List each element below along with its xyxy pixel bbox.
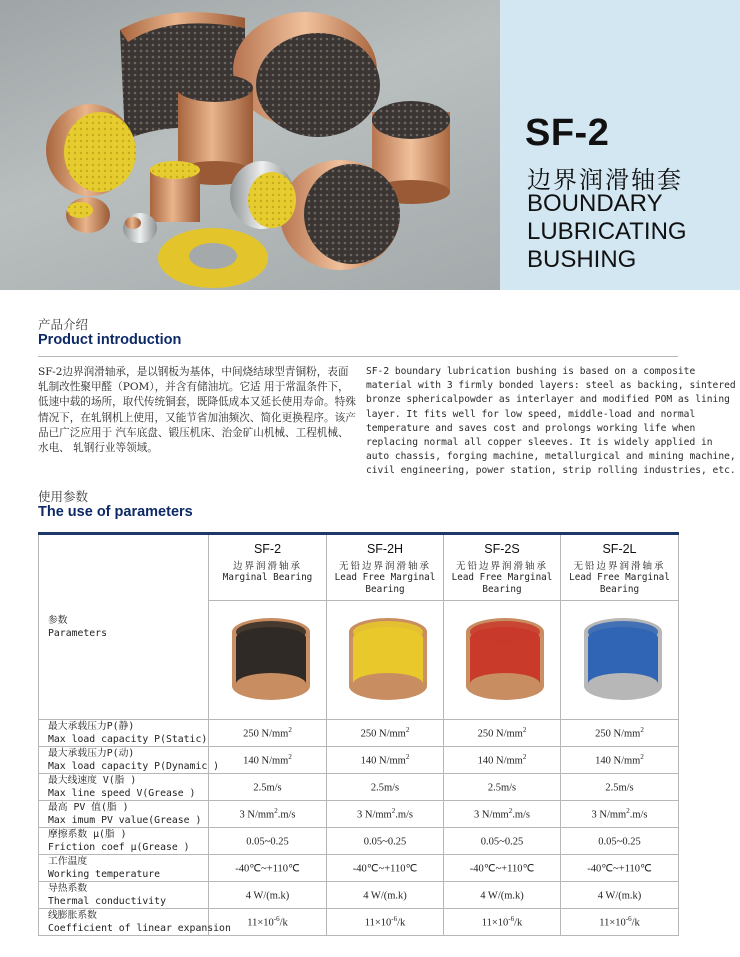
value-suffix: /k — [631, 917, 640, 929]
column-header — [209, 534, 327, 601]
params-heading-en: The use of parameters — [38, 504, 193, 520]
hero-banner — [0, 0, 740, 290]
value-text: 11×10 — [364, 917, 392, 929]
bearing-image — [337, 614, 433, 704]
intro-heading-cn: 产品介绍 — [38, 317, 89, 332]
divider — [38, 356, 678, 357]
table-row — [39, 909, 679, 936]
intro-text-en: SF-2 boundary lubrication bushing is based on a composite material with 3 firmly bonded layers: steel as backing, sintered bronze sphericalpowder as interlayer and modified POM as lining layer. It fits well for low speed, middle-load and normal temperature and saves cost and prolongs working life when replacing normal all copper sleeves. It is widely applied in auto chassis, forging machine, metallurgical and mining machine, civil engineering, power station, strip rolling industries, etc. — [366, 366, 736, 477]
parameter-value — [327, 747, 444, 774]
parameter-label — [39, 909, 231, 936]
parameter-label-cn: 最大承载压力P(动) — [48, 748, 135, 759]
value-text: -40℃~+110℃ — [469, 863, 535, 875]
value-text: -40℃~+110℃ — [587, 863, 652, 875]
value-superscript: 2 — [288, 726, 292, 735]
column-name: SF-2S — [484, 542, 520, 556]
model-title: SF-2 — [525, 112, 610, 154]
parameter-value — [327, 801, 444, 828]
value-text: 2.5m/s — [605, 782, 634, 794]
parameter-label-cn: 最高 PV 值(脂 ) — [48, 802, 129, 813]
title-line: BUSHING — [527, 246, 637, 273]
value-text: 140 N/mm — [595, 755, 641, 767]
parameter-value — [327, 720, 444, 747]
parameter-label-cn: 线膨胀系数 — [48, 910, 97, 921]
value-suffix: .m/s — [629, 809, 648, 821]
parameters-label-cell — [39, 534, 209, 720]
value-text: 250 N/mm — [360, 728, 406, 740]
parameter-label — [39, 801, 209, 828]
value-superscript: -6 — [391, 915, 398, 924]
value-text: 2.5m/s — [253, 782, 282, 794]
parameter-value — [444, 801, 561, 828]
column-header — [561, 534, 679, 601]
parameter-value — [561, 774, 679, 801]
parameter-label-cn: 最大承载压力P(静) — [48, 721, 135, 732]
column-header — [327, 534, 444, 601]
parameter-label-en: Thermal conductivity — [48, 896, 166, 907]
parameter-value — [444, 855, 561, 882]
value-text: 250 N/mm — [595, 728, 641, 740]
value-text: 0.05~0.25 — [480, 836, 524, 848]
value-superscript: 2 — [274, 807, 278, 816]
product-title-en — [527, 190, 737, 274]
parameter-value — [209, 774, 327, 801]
product-photo — [0, 0, 500, 290]
bearing-image — [220, 614, 316, 704]
value-superscript: 2 — [640, 726, 644, 735]
bearing-image-cell — [444, 601, 561, 720]
column-name-cn: 无铅边界润滑轴承 — [573, 561, 666, 572]
table-header-row — [39, 534, 679, 601]
value-superscript: 2 — [508, 807, 513, 816]
parameter-value — [209, 720, 327, 747]
value-text: 11×10 — [247, 917, 274, 929]
value-suffix: /k — [279, 917, 288, 929]
value-text: 140 N/mm — [477, 755, 523, 767]
value-superscript: 2 — [405, 753, 410, 762]
parameter-label — [39, 828, 209, 855]
value-text: 0.05~0.25 — [598, 836, 641, 848]
table-row — [39, 828, 679, 855]
parameters-table — [38, 532, 679, 936]
value-text: -40℃~+110℃ — [235, 863, 300, 875]
table-row — [39, 801, 679, 828]
value-text: -40℃~+110℃ — [352, 863, 418, 875]
value-text: 250 N/mm — [477, 728, 523, 740]
column-name-cn: 无铅边界润滑轴承 — [338, 561, 431, 572]
value-superscript: 2 — [288, 753, 292, 762]
parameter-value — [209, 747, 327, 774]
parameter-value — [444, 747, 561, 774]
value-superscript: 2 — [522, 726, 527, 735]
table-row — [39, 720, 679, 747]
value-text: 4 W/(m.k) — [597, 890, 642, 902]
parameter-label — [39, 882, 209, 909]
parameter-value — [209, 828, 327, 855]
value-superscript: 2 — [522, 753, 527, 762]
parameter-label-cn: 摩擦系数 μ(脂 ) — [48, 829, 127, 840]
value-text: 3 N/mm — [356, 809, 392, 821]
table-row — [39, 774, 679, 801]
column-name: SF-2 — [253, 542, 282, 556]
parameter-value — [561, 720, 679, 747]
parameter-label-en: Friction coef μ(Grease ) — [48, 842, 190, 853]
bearing-image-cell — [327, 601, 444, 720]
column-name-en: Lead Free Marginal Bearing — [451, 572, 553, 595]
intro-text-cn: SF-2边界润滑轴承，是以钢板为基体，中间烧结球型青铜粉，表面轧制改性聚甲醛（POM），并含有储油坑。它适 用于常温条件下，低速中载的场所，取代传统铜套，既降低成本又延长使用寿命。特殊情况下，在轧钢机上使用，又能节省加油频次、简化更换程序。该产品已广泛应用于 汽车底盘、锻压机床、治金矿山机械、工程机械、水电、 轧钢行业等领域。 — [38, 366, 356, 455]
parameter-value — [209, 801, 327, 828]
bearing-image — [454, 614, 550, 704]
parameter-label-en: Working temperature — [48, 869, 161, 880]
parameter-label-en: Max load capacity P(Static) — [48, 734, 208, 745]
product-title-cn: 边界润滑轴套 — [527, 166, 683, 194]
value-text: 11×10 — [599, 917, 626, 929]
parameter-label-en: Coefficient of linear expansion — [48, 923, 231, 934]
parameter-value — [209, 855, 327, 882]
value-text: 4 W/(m.k) — [363, 890, 407, 902]
intro-heading-en: Product introduction — [38, 332, 182, 348]
parameter-label-en: Max load capacity P(Dynamic ) — [48, 761, 220, 772]
value-text: 4 W/(m.k) — [245, 890, 290, 902]
column-header — [444, 534, 561, 601]
value-text: 4 W/(m.k) — [480, 890, 524, 902]
title-line: BOUNDARY — [527, 190, 663, 217]
parameter-value — [561, 828, 679, 855]
value-superscript: 2 — [405, 726, 410, 735]
parameter-value — [209, 882, 327, 909]
value-text: 11×10 — [481, 917, 509, 929]
parameter-value — [444, 774, 561, 801]
parameter-value — [444, 828, 561, 855]
parameter-value — [561, 801, 679, 828]
parameter-value — [327, 882, 444, 909]
value-text: 2.5m/s — [487, 782, 517, 794]
table-row — [39, 882, 679, 909]
value-text: 140 N/mm — [243, 755, 289, 767]
parameter-value — [561, 909, 679, 936]
column-name-en: Marginal Bearing — [222, 572, 313, 583]
column-name-en: Lead Free Marginal Bearing — [569, 572, 670, 595]
value-superscript: -6 — [508, 915, 515, 924]
table-row — [39, 747, 679, 774]
value-superscript: -6 — [273, 915, 280, 924]
parameter-value — [561, 855, 679, 882]
parameter-label — [39, 720, 209, 747]
parameter-label-cn: 最大线速度 V(脂 ) — [48, 775, 137, 786]
table-row — [39, 855, 679, 882]
parameter-value — [327, 828, 444, 855]
value-suffix: .m/s — [512, 809, 530, 821]
bearing-image — [572, 614, 668, 704]
value-text: 140 N/mm — [360, 755, 406, 767]
parameter-label — [39, 855, 209, 882]
parameter-value — [561, 882, 679, 909]
parameter-label-en: Max imum PV value(Grease ) — [48, 815, 202, 826]
column-name: SF-2L — [602, 542, 637, 556]
value-text: 3 N/mm — [473, 809, 509, 821]
value-text: 3 N/mm — [591, 809, 627, 821]
title-line: LUBRICATING — [527, 218, 687, 245]
value-suffix: /k — [397, 917, 406, 929]
value-superscript: 2 — [640, 753, 644, 762]
column-name-en: Lead Free Marginal Bearing — [334, 572, 436, 595]
value-superscript: 2 — [391, 807, 396, 816]
column-name: SF-2H — [366, 542, 404, 556]
parameter-value — [444, 909, 561, 936]
parameter-value — [327, 855, 444, 882]
column-name-cn: 边界润滑轴承 — [232, 561, 302, 572]
value-suffix: /k — [514, 917, 523, 929]
bearing-image-cell — [209, 601, 327, 720]
value-superscript: 2 — [626, 807, 630, 816]
parameter-label-cn: 工作温度 — [48, 856, 88, 867]
value-text: 250 N/mm — [243, 728, 289, 740]
parameter-value — [327, 774, 444, 801]
params-heading-cn: 使用参数 — [38, 489, 89, 504]
value-text: 0.05~0.25 — [246, 836, 289, 848]
value-suffix: .m/s — [395, 809, 413, 821]
value-text: 2.5m/s — [370, 782, 400, 794]
parameter-label — [39, 774, 209, 801]
bearing-image-cell — [561, 601, 679, 720]
parameter-label-cn: 导热系数 — [48, 883, 88, 894]
value-superscript: -6 — [625, 915, 632, 924]
bushings-illustration — [0, 0, 500, 290]
parameters-label-en: Parameters — [48, 628, 107, 639]
parameter-value — [561, 747, 679, 774]
column-name-cn: 无铅边界润滑轴承 — [455, 561, 548, 572]
value-text: 3 N/mm — [239, 809, 275, 821]
parameter-label — [39, 747, 220, 774]
value-suffix: .m/s — [277, 809, 296, 821]
parameter-value — [444, 720, 561, 747]
parameter-value — [327, 909, 444, 936]
value-text: 0.05~0.25 — [363, 836, 407, 848]
parameter-value — [444, 882, 561, 909]
parameter-label-en: Max line speed V(Grease ) — [48, 788, 196, 799]
parameters-label-cn: 参数 — [48, 615, 68, 626]
